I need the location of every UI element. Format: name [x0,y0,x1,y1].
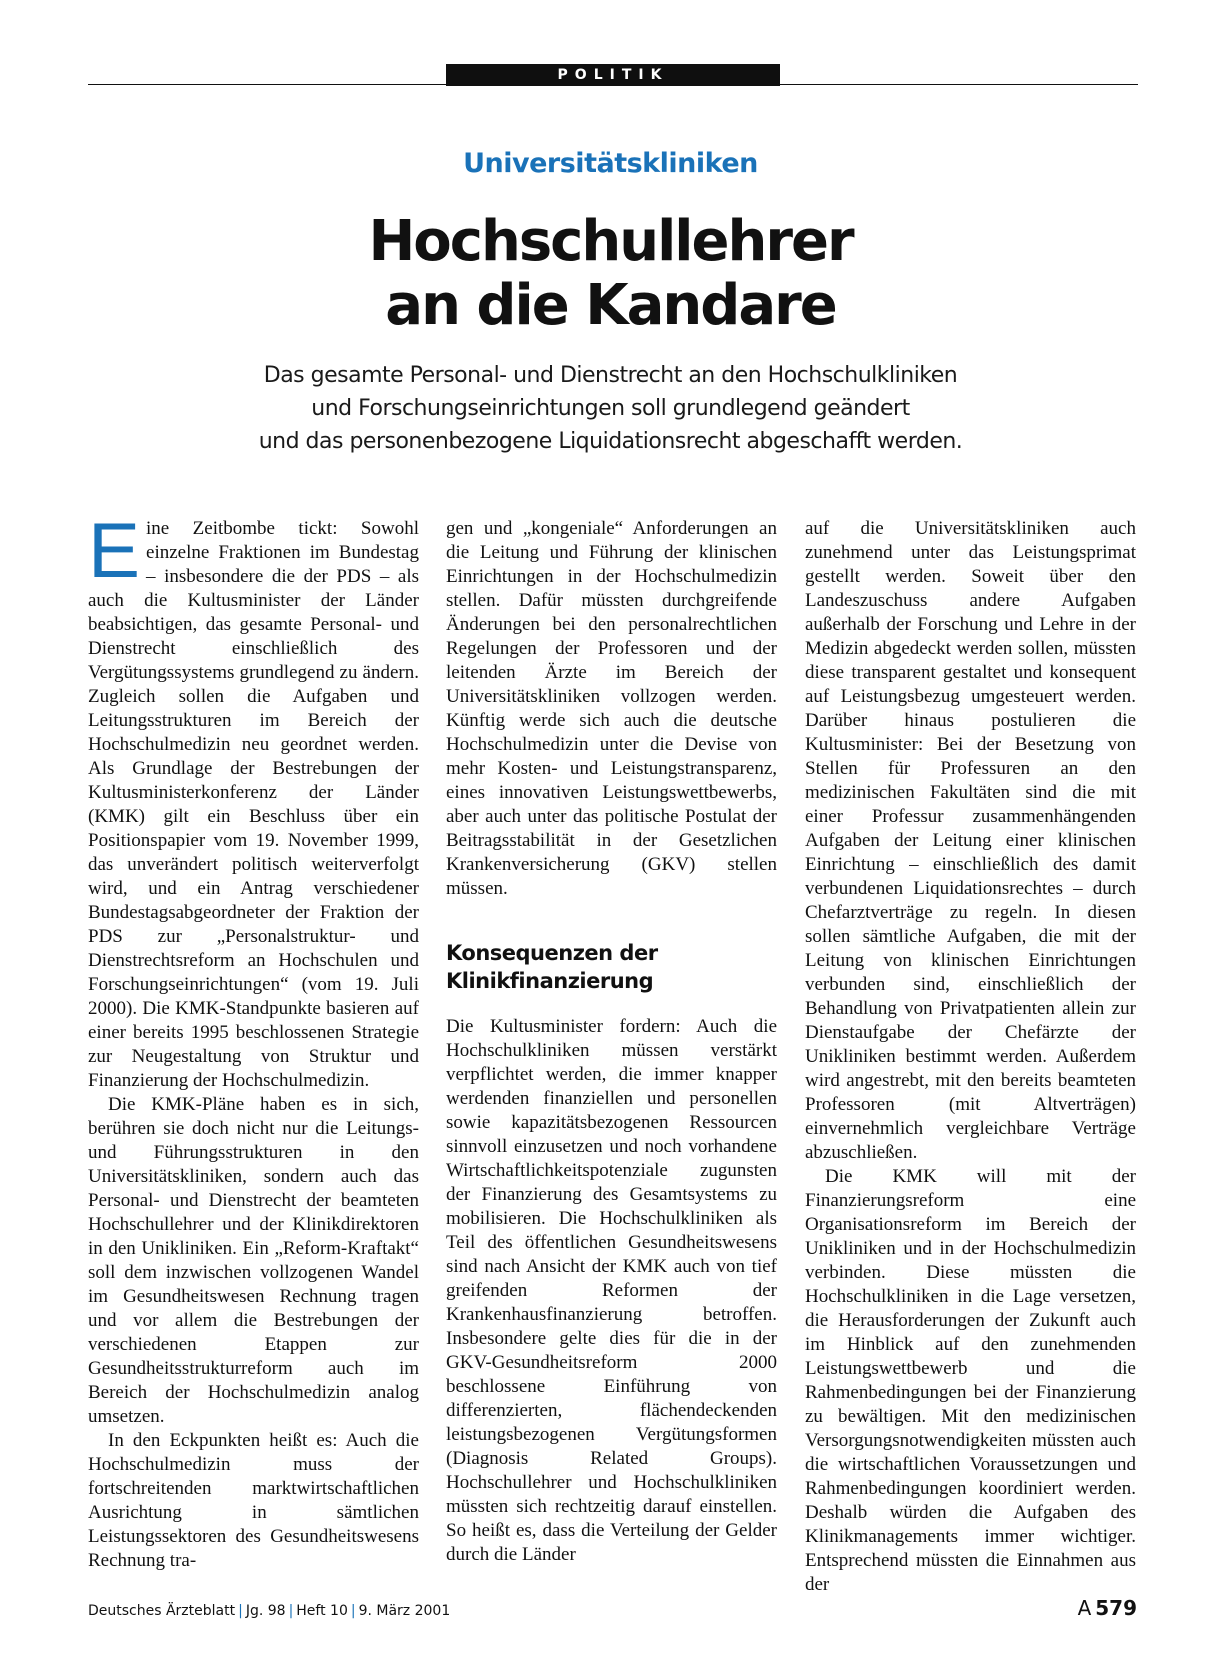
headline-line-1: Hochschullehrer [368,209,853,274]
deck-line-3: und das personenbezogene Liquidationsrecht abgeschafft werden. [258,429,963,454]
page-letter: A [1077,1596,1092,1620]
subheading [446,939,777,995]
journal-date: 9. März 2001 [358,1603,451,1619]
page-number [1078,1596,1137,1620]
footer-separator: | [350,1603,356,1619]
article-kicker: Universitätskliniken [463,148,758,179]
journal-volume: Jg. 98 [245,1603,286,1619]
page-number-value: 579 [1095,1596,1137,1620]
paragraph: In den Eckpunkten heißt es: Auch die Hochschulmedizin muss der fortschreitenden marktwirtschaftlichen Ausrichtung in sämtlichen Leistungssektoren des Gesundheitswesens Rechnung tra- [88,1430,419,1571]
subheading-line-1: Konsequenzen der [446,941,658,965]
headline-line-2: an die Kandare [385,273,836,338]
article-headline [0,210,1221,338]
paragraph: auf die Universitätskliniken auch zunehmend unter das Leistungsprimat gestellt werden. Soweit über den Landeszuschuss andere Aufgaben außerhalb der Forschung und Lehre in der Medizin abgedeckt werden sollen, müssten diese transparent gestaltet und konsequent auf Leistungsbezug umgesteuert werden. Darüber hinaus postulieren die Kultusminister: Bei der Besetzung von Stellen für Professuren an den medizinischen Fakultäten sind die mit einer Professur zusammenhängenden Aufgaben der Leitung einer klinischen Einrichtung – einschließlich des damit verbundenen Liquidationsrechtes – durch Chefarztverträge zu regeln. In diesen sollen sämtliche Aufgaben, die mit der Leitung von klinischen Einrichtungen verbunden sind, einschließlich der Behandlung von Privatpatienten allein zur Dienstaufgabe der Chefärzte der Unikliniken bestimmt werden. Außerdem wird angestrebt, mit den bereits beamteten Professoren (mit Altverträgen) einvernehmlich vergleichbare Verträge abzuschließen. [805,518,1136,1163]
paragraph-text: ine Zeitbombe tickt: Sowohl einzelne Fraktionen im Bundestag – insbesondere die der PDS – als auch die Kultusminister der Länder beabsichtigen, das gesamte Personal- und Dienstrecht einschließlich des Vergütungssystems grundlegend zu ändern. Zugleich sollen die Aufgaben und Leitungsstrukturen im Bereich der Hochschulmedizin neu geordnet werden. Als Grundlage der Bestrebungen der Kultusministerkonferenz der Länder (KMK) gilt ein Beschluss über ein Positionspapier vom 19. November 1999, das unverändert politisch weiterverfolgt wird, und ein Antrag verschiedener Bundestagsabgeordneter der Fraktion der PDS zur „Personalstruktur- und Dienstrechtsreform an Hochschulen und Forschungseinrichtungen“ (vom 19. Juli 2000). Die KMK-Standpunkte basieren auf einer bereits 1995 beschlossenen Strategie zur Neugestaltung von Struktur und Finanzierung der Hochschulmedizin. [88,518,419,1091]
paragraph: Die KMK-Pläne haben es in sich, berühren sie doch nicht nur die Leitungs- und Führungsstrukturen in den Universitätskliniken, sondern auch das Personal- und Dienstrecht der beamteten Hochschullehrer und der Klinikdirektoren in den Unikliniken. Ein „Reform-Kraftakt“ soll dem inzwischen vollzogenen Wandel im Gesundheitswesen Rechnung tragen und vor allem die Bestrebungen der verschiedenen Etappen zur Gesundheitsstrukturreform auch im Bereich der Hochschulmedizin analog umsetzen. [88,1094,419,1427]
paragraph: gen und „kongeniale“ Anforderungen an die Leitung und Führung der klinischen Einrichtungen in der Hochschulmedizin stellen. Dafür müssten durchgreifende Änderungen bei den personalrechtlichen Regelungen der Professoren und der leitenden Ärzte im Bereich der Universitätskliniken vollzogen werden. Künftig werde sich auch die deutsche Hochschulmedizin unter die Devise von mehr Kosten- und Leistungstransparenz, eines innovativen Leistungswettbewerbs, aber auch unter das politische Postulat der Beitragsstabilität in der Gesetzlichen Krankenversicherung (GKV) stellen müssen. [446,518,777,899]
section-label: POLITIK [446,64,780,86]
subheading-line-2: Klinikfinanzierung [446,969,654,993]
journal-name: Deutsches Ärzteblatt [88,1603,236,1619]
deck-line-1: Das gesamte Personal- und Dienstrecht an den Hochschulkliniken [263,363,958,388]
footer-citation [88,1603,450,1619]
journal-issue: Heft 10 [296,1603,348,1619]
article-deck [0,359,1221,458]
deck-line-2: und Forschungseinrichtungen soll grundlegend geändert [311,396,910,421]
drop-cap: E [88,506,141,594]
paragraph: Die Kultusminister fordern: Auch die Hochschulkliniken müssen verstärkt verpflichtet werden, die immer knapper werdenden finanziellen und personellen sowie kapazitätsbezogenen Ressourcen sinnvoll einzusetzen und noch vorhandene Wirtschaftlichkeitspotenziale zugunsten der Finanzierung des Gesamtsystems zu mobilisieren. Die Hochschulkliniken als Teil des öffentlichen Gesundheitswesens sind nach Ansicht der KMK auch von tief greifenden Reformen der Krankenhausfinanzierung betroffen. Insbesondere gelte dies für die in der GKV-Gesundheitsreform 2000 beschlossene Einführung von differenzierten, flächendeckenden leistungsbezogenen Vergütungsformen (Diagnosis Related Groups). Hochschullehrer und Hochschulkliniken müssten sich rechtzeitig darauf einstellen. So heißt es, dass die Verteilung der Gelder durch die Länder [446,1016,777,1565]
paragraph: Die KMK will mit der Finanzierungsreform eine Organisationsreform im Bereich der Unikliniken und in der Hochschulmedizin verbinden. Diese müssten die Hochschulkliniken in die Lage versetzen, die Herausforderungen der Zukunft auch im Hinblick auf den zunehmenden Leistungswettbewerb und die Rahmenbedingungen bei der Finanzierung zu bewältigen. Mit den medizinischen Versorgungsnotwendigkeiten müssten auch die wirtschaftlichen Voraussetzungen und Rahmenbedingungen koordiniert werden. Deshalb würden die Aufgaben des Klinikmanagements immer wichtiger. Entsprechend müssten die Einnahmen aus der [805,1166,1136,1595]
text-column-2 [446,517,777,1567]
footer-separator: | [288,1603,294,1619]
paragraph [88,506,419,1093]
footer-separator: | [238,1603,243,1619]
text-column-3 [805,517,1136,1597]
text-column-1 [88,506,419,1573]
